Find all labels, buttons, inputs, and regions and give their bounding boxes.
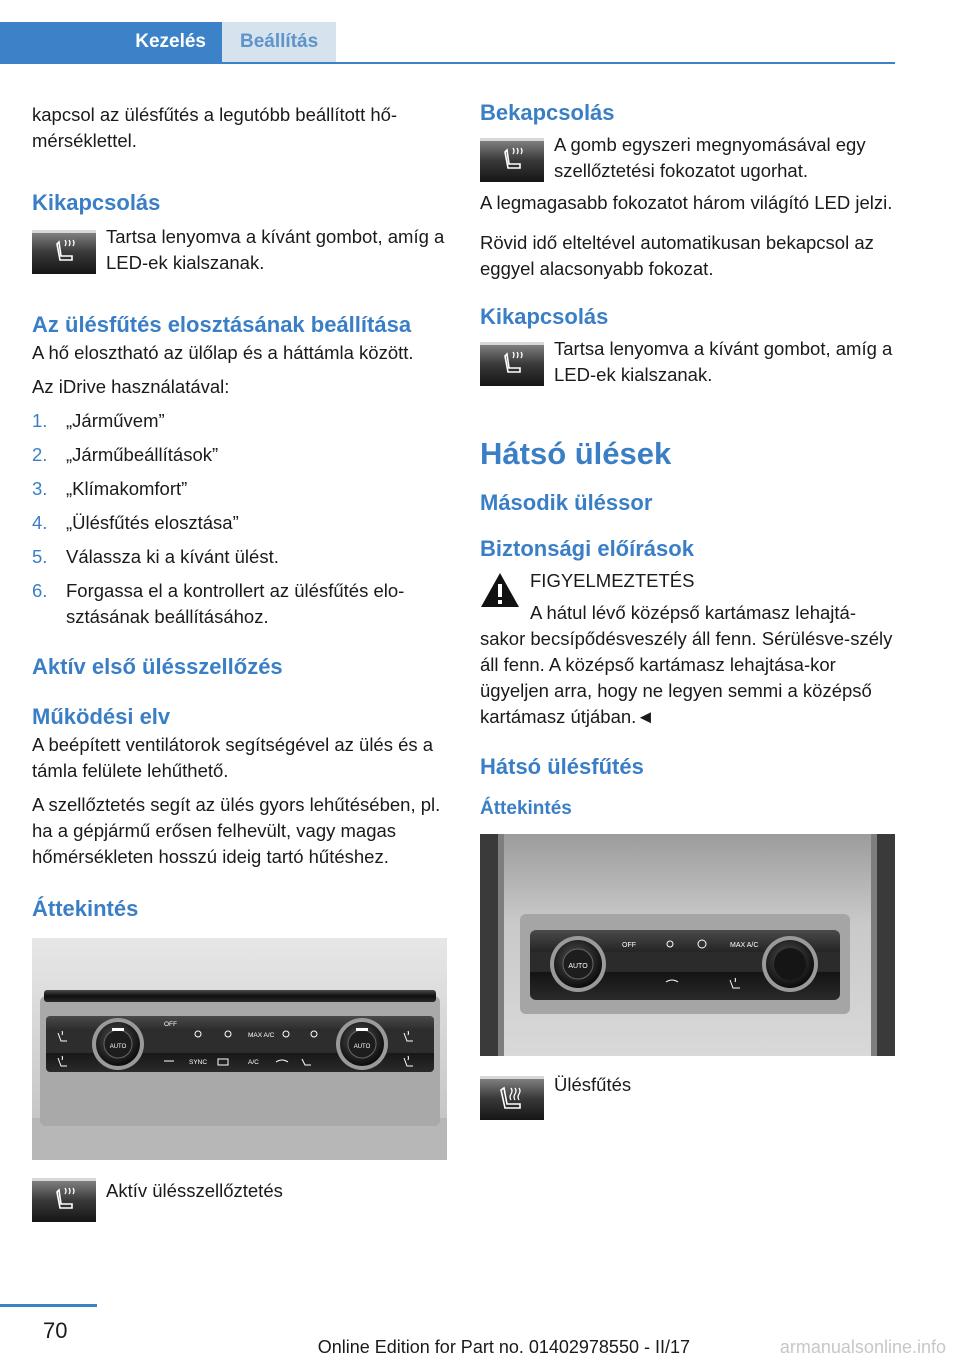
page-number: 70 — [43, 1318, 68, 1343]
max-ac-label: MAX A/C — [248, 1032, 275, 1039]
step-text: „Klímakomfort” — [66, 478, 188, 499]
mukodesi-text1: A beépített ventilátorok segítségével az ülés és a támla felülete lehűthető. — [32, 734, 434, 781]
warning-line1: A hátul lévő középső kartámasz lehajtá‐ — [530, 602, 856, 623]
step-text: „Járművem” — [66, 410, 165, 431]
step-text: Forgassa el a kontrollert az ülésfűtés elo‐sztásának beállításához. — [66, 580, 405, 627]
vent-caption-row — [32, 1178, 449, 1222]
seat-heating-icon — [480, 1076, 544, 1120]
heading-mukodesi: Működési elv — [32, 704, 171, 729]
off-label: OFF — [164, 1021, 177, 1028]
list-item — [32, 408, 449, 434]
step-number: 2. — [32, 444, 48, 465]
list-item — [32, 544, 449, 570]
step-text: „Ülésfűtés elosztása” — [66, 512, 239, 533]
auto-label-right: AUTO — [353, 1044, 371, 1050]
rear-climate-panel-photo — [480, 834, 895, 1056]
heading-hatso-ulesfutes: Hátsó ülésfűtés — [480, 754, 644, 779]
right-p2: Rövid idő elteltével automatikusan bekapcsol az eggyel alacsonyabb fokozat. — [480, 232, 874, 279]
warning-rest: sakor becsípődésveszély áll fenn. Sérülésve‐szély áll fenn. A középső kartámasz lehajtása‐kor ügyeljen arra, hogy ne legyen semmi a középső kartámasz útjában.◄ — [480, 628, 893, 727]
list-item — [32, 578, 449, 630]
tab-beallitas-label: Beállítás — [240, 31, 319, 52]
seat-vent-icon — [32, 230, 96, 274]
step-number: 4. — [32, 512, 48, 533]
step-text: Válassza ki a kívánt ülést. — [66, 546, 279, 567]
intro-text: kapcsol az ülésfűtés a legutóbb beállított hő‐mérséklettel. — [32, 104, 398, 151]
heading-kikapcsolas-right: Kikapcsolás — [480, 304, 609, 329]
seat-vent-icon — [480, 138, 544, 182]
step-number: 3. — [32, 478, 48, 499]
vent-caption: Aktív ülésszellőztetés — [106, 1180, 283, 1201]
max-ac-label-rear: MAX A/C — [730, 942, 759, 949]
step-number: 5. — [32, 546, 48, 567]
warning-triangle-icon — [480, 572, 520, 612]
heading-aktiv: Aktív első ülésszellőzés — [32, 654, 283, 679]
seat-vent-icon — [480, 342, 544, 386]
list-item — [32, 442, 449, 468]
auto-label-left: AUTO — [109, 1044, 127, 1050]
right-p1: A legmagasabb fokozatot három világító LED jelzi. — [480, 192, 893, 213]
step-number: 6. — [32, 580, 48, 601]
kikapcsolas-right-text: Tartsa lenyomva a kívánt gombot, amíg a LED-ek kialszanak. — [554, 338, 893, 385]
ules-caption: Ülésfűtés — [554, 1074, 632, 1095]
warning-title: FIGYELMEZTETÉS — [530, 570, 695, 591]
kikapcsolas-right-row — [480, 336, 895, 388]
header-tabs — [0, 22, 895, 64]
bekapcsolas-text: A gomb egyszeri megnyomásával egy szellőztetési fokozatot ugorhat. — [554, 134, 866, 181]
edition-text: Online Edition for Part no. 01402978550 - II/17 — [317, 1337, 690, 1357]
heading-masodik-ulessor: Második üléssor — [480, 490, 653, 515]
tab-kezeles-label: Kezelés — [135, 31, 206, 52]
watermark-text: armanualsonline.info — [779, 1337, 946, 1357]
list-item — [32, 476, 449, 502]
step-text: „Járműbeállítások” — [66, 444, 219, 465]
ules-caption-row — [480, 1072, 895, 1120]
warning-block — [480, 568, 895, 626]
heading-hatso-ulesek: Hátsó ülések — [480, 436, 672, 471]
footer-line — [0, 1304, 97, 1307]
sync-label: SYNC — [189, 1059, 208, 1066]
step-number: 1. — [32, 410, 48, 431]
heading-eloszt: Az ülésfűtés elosztásának beállítása — [32, 312, 412, 337]
heading-attekintes-right: Áttekintés — [480, 798, 572, 819]
steps-list — [32, 408, 449, 630]
left-column — [32, 100, 449, 1222]
auto-label-rear: AUTO — [568, 963, 588, 970]
heading-biztonsagi: Biztonsági előírások — [480, 536, 694, 561]
eloszt-text1: A hő elosztható az ülőlap és a háttámla között. — [32, 342, 414, 363]
heading-bekapcsolas: Bekapcsolás — [480, 100, 615, 125]
tab-kezeles[interactable] — [0, 22, 222, 62]
heading-kikapcsolas: Kikapcsolás — [32, 190, 161, 215]
warning-text — [530, 568, 856, 626]
off-label-rear: OFF — [622, 942, 636, 949]
eloszt-text2: Az iDrive használatával: — [32, 376, 230, 397]
kikapcsolas-text: Tartsa lenyomva a kívánt gombot, amíg a LED-ek kialszanak. — [106, 226, 445, 273]
right-column — [480, 100, 895, 1120]
bekapcsolas-row — [480, 132, 895, 184]
climate-panel-photo — [32, 938, 447, 1160]
list-item — [32, 510, 449, 536]
seat-vent-icon — [32, 1178, 96, 1222]
kikapcsolas-row — [32, 224, 449, 276]
ac-label: A/C — [248, 1059, 259, 1066]
heading-attekintes: Áttekintés — [32, 896, 139, 921]
mukodesi-text2: A szellőztetés segít az ülés gyors lehűtésében, pl. ha a gépjármű erősen felhevült, vagy magas hőmérsékleten hosszú ideig tartó hűtéshez. — [32, 794, 441, 867]
tab-beallitas[interactable] — [222, 22, 336, 62]
